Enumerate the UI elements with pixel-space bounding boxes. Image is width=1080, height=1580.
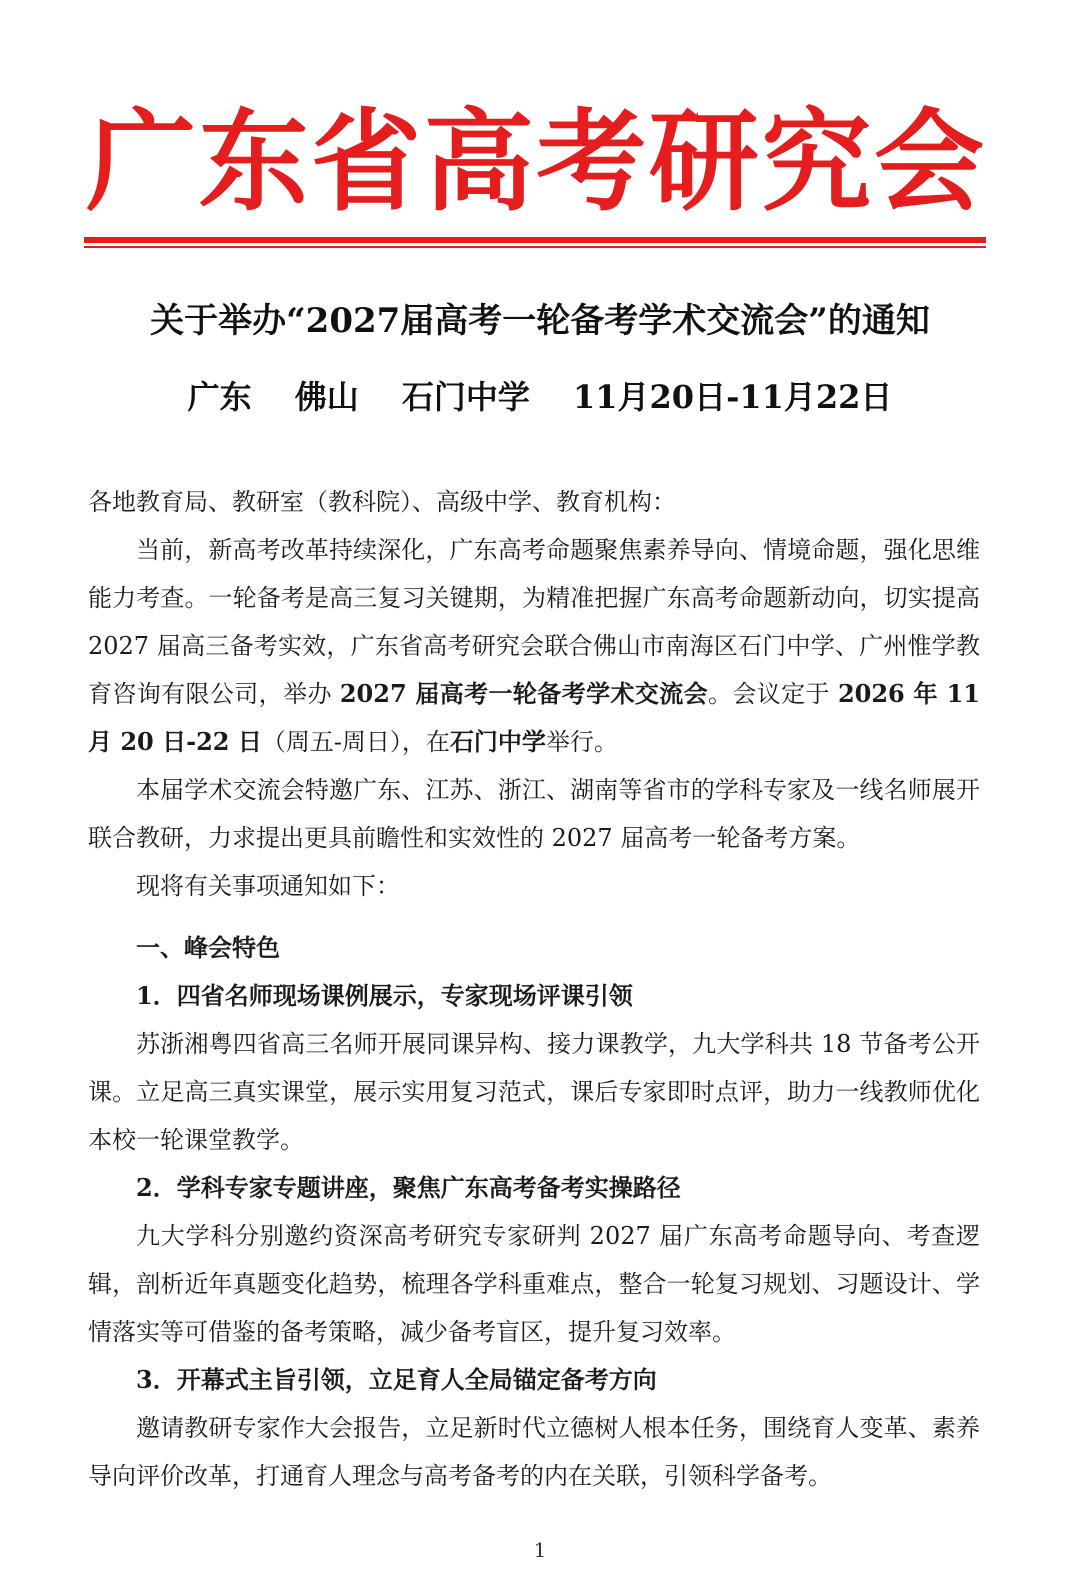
notice-title: 关于举办“2027届高考一轮备考学术交流会”的通知 <box>150 301 930 341</box>
event-date: 2026 年 11 月 20 日-22 日 <box>88 679 980 756</box>
event-name: 2027 届高考一轮备考学术交流会 <box>339 679 708 708</box>
masthead-org-name: 广东省高考研究会 <box>86 98 986 226</box>
feature-text-3: 邀请教研专家作大会报告，立足新时代立德树人根本任务，围绕育人变革、素养导向评价改革，打通育人理念与高考备考的内在关联，引领科学备考。 <box>88 1414 980 1490</box>
event-venue: 石门中学 <box>449 727 546 756</box>
page-number: 1 <box>533 1538 547 1562</box>
feature-heading-1: 1．四省名师现场课例展示，专家现场评课引领 <box>136 981 633 1010</box>
feature-heading-3: 3．开幕式主旨引领，立足育人全局锚定备考方向 <box>136 1365 657 1394</box>
masthead-divider-thick <box>84 237 986 243</box>
intro-text-2: 。会议定于 <box>708 680 838 708</box>
intro-paragraph <box>88 526 980 766</box>
feature-text-1: 苏浙湘粤四省高三名师开展同课异构、接力课教学，九大学科共 18 节备考公开课。立足高三真实课堂，展示实用复习范式，课后专家即时点评，助力一线教师优化本校一轮课堂教学。 <box>88 1030 980 1154</box>
intro-text-1: 当前，新高考改革持续深化，广东高考命题聚焦素养导向、情境命题，强化思维能力考查。一轮备考是高三复习关键期，为精准把握广东高考命题新动向，切实提高 2027 届高三备考实效，广东省高考研究会联合佛山市南海区石门中学、广州惟学教育咨询有限公司，举办 <box>88 536 980 708</box>
event-location-date: 广东 佛山 石门中学 11月20日-11月22日 <box>187 378 893 416</box>
notice-lead-paragraph: 现将有关事项通知如下： <box>136 872 400 900</box>
section-heading-features: 一、峰会特色 <box>136 933 280 962</box>
intro-text-4: 举行。 <box>545 728 618 756</box>
feature-heading-2: 2．学科专家专题讲座，聚焦广东高考备考实操路径 <box>136 1173 681 1202</box>
feature-text-2: 九大学科分别邀约资深高考研究专家研判 2027 届广东高考命题导向、考查逻辑，剖析近年真题变化趋势，梳理各学科重难点，整合一轮复习规划、习题设计、学情落实等可借鉴的备考策略，减少备考盲区，提升复习效率。 <box>88 1222 980 1346</box>
masthead-divider-thin <box>84 246 986 248</box>
experts-paragraph: 本届学术交流会特邀广东、江苏、浙江、湖南等省市的学科专家及一线名师展开联合教研，力求提出更具前瞻性和实效性的 2027 届高考一轮备考方案。 <box>88 776 980 852</box>
notice-body <box>88 478 980 1500</box>
addressee: 各地教育局、教研室（教科院）、高级中学、教育机构： <box>88 488 676 516</box>
intro-text-3: （周五-周日），在 <box>261 728 450 756</box>
